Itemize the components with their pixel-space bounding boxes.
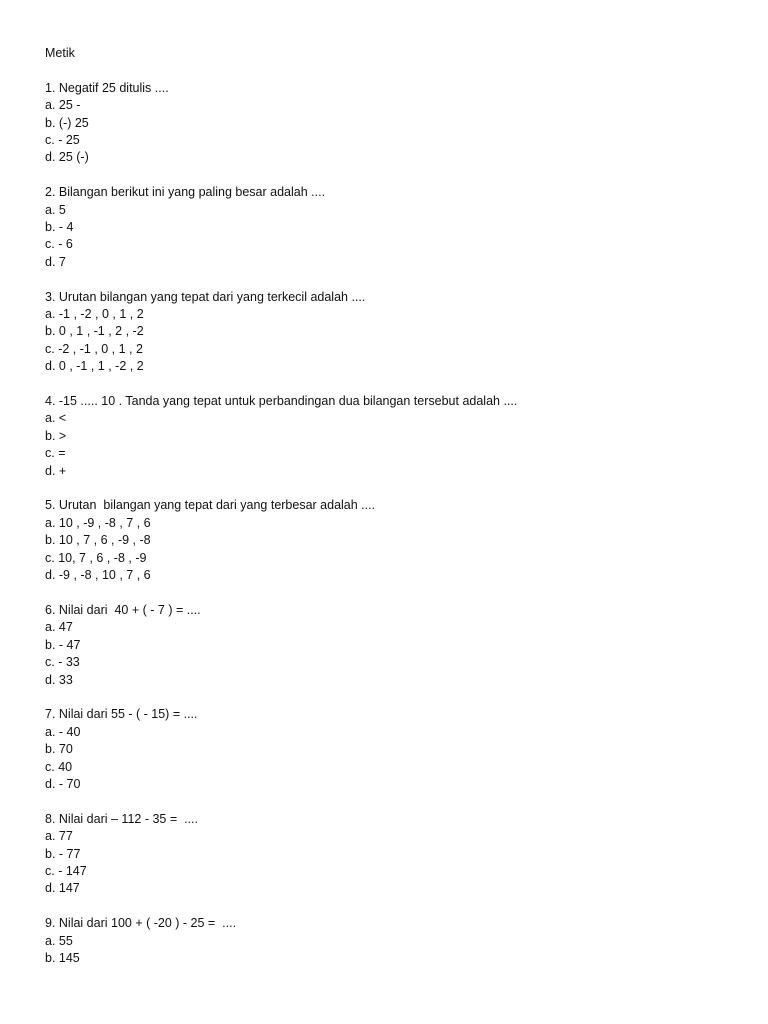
question-5 [45,497,745,584]
option-c: c. -2 , -1 , 0 , 1 , 2 [45,341,143,356]
option-a: a. 55 [45,933,73,948]
question-text: 1. Negatif 25 ditulis .... [45,80,169,95]
option-a: a. 5 [45,202,66,217]
question-text: 3. Urutan bilangan yang tepat dari yang terkecil adalah .... [45,289,366,304]
question-text: 5. Urutan bilangan yang tepat dari yang terbesar adalah .... [45,498,376,513]
question-1 [45,80,745,167]
option-c: c. - 147 [45,863,87,878]
question-text: 8. Nilai dari – 112 - 35 = .... [45,811,198,826]
option-d: d. + [45,463,67,478]
option-c: c. = [45,446,66,461]
option-a: a. 10 , -9 , -8 , 7 , 6 [45,515,151,530]
option-d: d. 0 , -1 , 1 , -2 , 2 [45,359,144,374]
question-2 [45,184,745,271]
question-7 [45,706,745,793]
option-b: b. - 77 [45,846,81,861]
option-c: c. - 6 [45,237,73,252]
question-4 [45,393,745,480]
question-text: 4. -15 ..... 10 . Tanda yang tepat untuk perbandingan dua bilangan tersebut adalah .... [45,394,518,409]
option-a: a. < [45,411,67,426]
option-c: c. - 33 [45,655,80,670]
option-c: c. - 25 [45,133,80,148]
question-text: 2. Bilangan berikut ini yang paling besar adalah .... [45,185,326,200]
option-b: b. - 47 [45,637,81,652]
option-d: d. 7 [45,254,66,269]
option-c: c. 10, 7 , 6 , -8 , -9 [45,550,147,565]
option-b: b. > [45,428,67,443]
option-a: a. -1 , -2 , 0 , 1 , 2 [45,307,144,322]
option-b: b. (-) 25 [45,115,89,130]
option-b: b. 145 [45,950,80,965]
option-d: d. 147 [45,881,80,896]
option-a: a. 25 - [45,98,81,113]
question-text: 6. Nilai dari 40 + ( - 7 ) = .... [45,602,201,617]
option-a: a. - 40 [45,724,81,739]
option-d: d. -9 , -8 , 10 , 7 , 6 [45,568,151,583]
question-8 [45,811,745,898]
question-text: 9. Nilai dari 100 + ( -20 ) - 25 = .... [45,916,237,931]
document-page [45,45,745,985]
question-3 [45,289,745,376]
option-a: a. 77 [45,829,73,844]
question-text: 7. Nilai dari 55 - ( - 15) = .... [45,707,198,722]
option-b: b. 70 [45,742,73,757]
option-d: d. - 70 [45,776,81,791]
document-title: Metik [45,46,75,60]
question-9 [45,915,745,967]
option-d: d. 33 [45,672,73,687]
option-b: b. 0 , 1 , -1 , 2 , -2 [45,324,144,339]
option-b: b. - 4 [45,220,74,235]
option-d: d. 25 (-) [45,150,89,165]
question-6 [45,602,745,689]
option-b: b. 10 , 7 , 6 , -9 , -8 [45,533,151,548]
option-a: a. 47 [45,620,73,635]
option-c: c. 40 [45,759,73,774]
